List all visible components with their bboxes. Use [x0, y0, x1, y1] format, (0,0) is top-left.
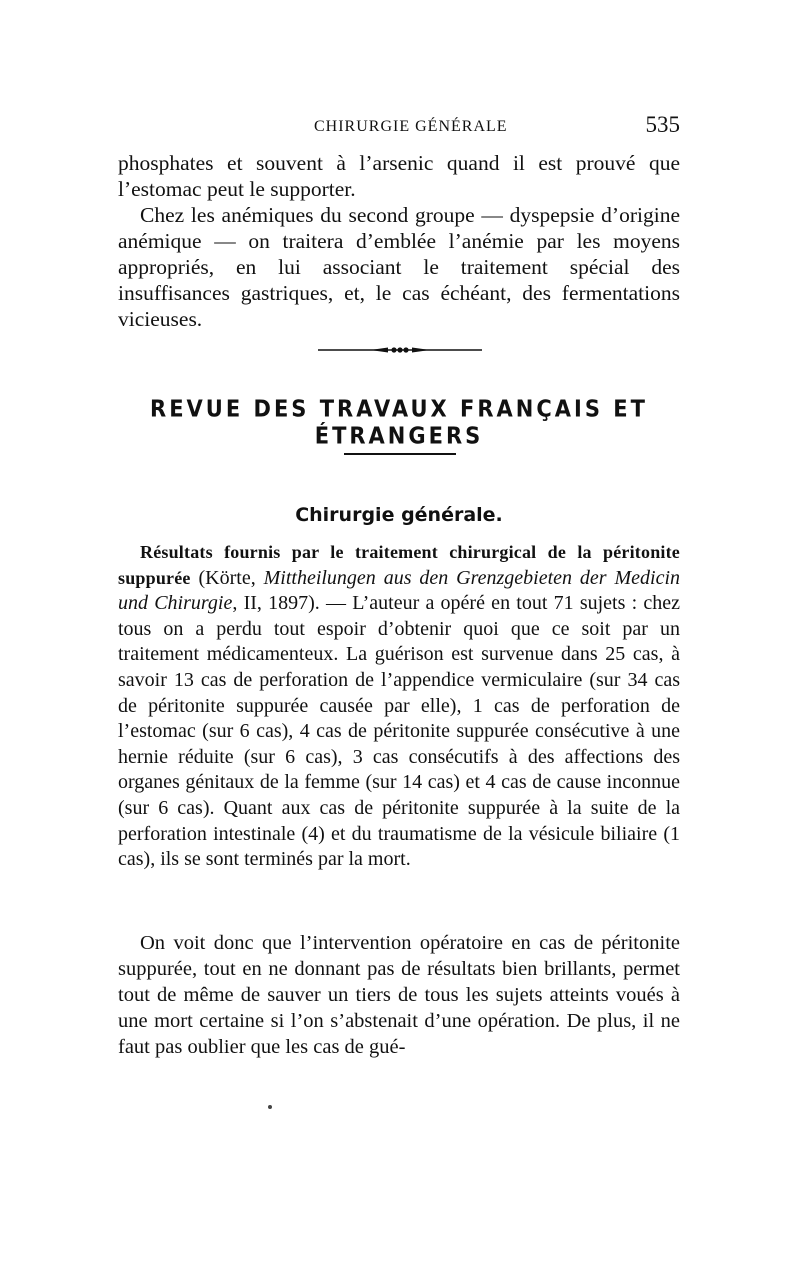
article-lead: Résultats fournis par le traitement chirurgical de la péritonite suppurée [118, 542, 680, 588]
running-header [118, 112, 680, 142]
conclusion-paragraph [118, 930, 680, 1060]
ornament-divider [318, 346, 482, 354]
section-rule [344, 453, 456, 455]
paragraph-continuation: phosphates et souvent à l’arsenic quand il est prouvé que l’estomac peut le supporter. [118, 151, 680, 201]
article-body: L’auteur a opéré en tout 71 sujets : chez tous on a perdu tout espoir d’obtenir quoi que ce soit par un traitement médicamenteux. La guérison est survenue dans 25 cas, à savoir 13 cas de perforation de l’appendice vermiculaire (sur 34 cas de péritonite suppurée causée par elle), 1 cas de perforation de l’estomac (sur 6 cas), 4 cas de péritonite suppurée consécutive à une hernie réduite (sur 6 cas), 3 cas consécutifs à des affections des organes génitaux de la femme (sur 14 cas) et 4 cas de cause inconnue (sur 6 cas). Quant aux cas de péritonite suppurée à la suite de la perforation intestinale (4) et du traumatisme de la vésicule biliaire (1 cas), ils se sont terminés par la mort. [118, 592, 681, 871]
paragraph-anemic-dyspepsia: Chez les anémiques du second groupe — dyspepsie d’origine anémique — on traitera d’emblée l’anémie par les moyens appropriés, en lui associant le traitement spécial des insuffisances gastriques, et, le cas échéant, des fermentations vicieuses. [118, 203, 680, 331]
conclusion-text: On voit donc que l’intervention opératoire en cas de péritonite suppurée, tout en ne donnant pas de résultats bien brillants, permet tout de même de sauver un tiers de tous les sujets atteints voués à une mort certaine si l’on s’abstenait d’une opération. De plus, il ne faut pas oublier que les cas de gué- [118, 932, 680, 1058]
page-number: 535 [645, 112, 680, 137]
section-title: REVUE DES TRAVAUX FRANÇAIS ET ÉTRANGERS [150, 395, 648, 449]
article-paragraph [118, 540, 680, 873]
article-author: (Körte, [190, 566, 264, 589]
subsection-title: Chirurgie générale. [295, 504, 503, 526]
running-title: CHIRURGIE GÉNÉRALE [314, 118, 508, 135]
page-speck [268, 1105, 272, 1109]
article-journal: Mittheilungen aus den Grenzgebieten der Medicin und Chirurgie [118, 566, 680, 615]
opening-paragraphs [118, 150, 680, 332]
article-citation: , II, 1897). — [232, 592, 353, 615]
